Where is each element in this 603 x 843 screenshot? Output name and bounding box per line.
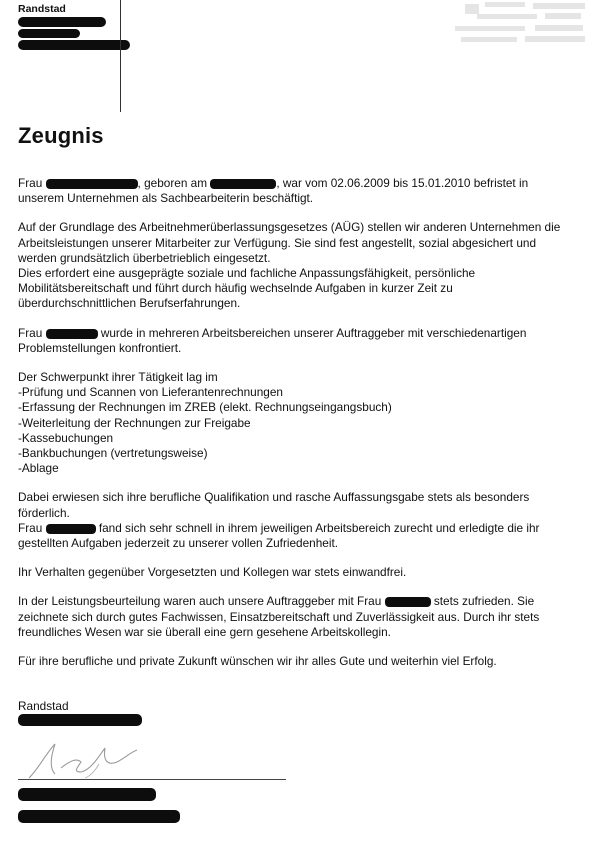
text-line: Dabei erwiesen sich ihre berufliche Qualifikation und rasche Auffassungsgabe stets als besonders <box>18 490 530 505</box>
signature-line <box>18 779 286 780</box>
text-fragment: Frau <box>18 520 46 535</box>
redacted-signatory-title <box>18 810 180 823</box>
list-item: -Weiterleitung der Rechnungen zur Freigabe <box>18 415 251 430</box>
document-title: Zeugnis <box>18 123 104 148</box>
text-line: gestellten Aufgaben jederzeit zu unserer vollen Zufriedenheit. <box>18 536 339 551</box>
text-fragment: In der Leistungsbeurteilung waren auch unsere Auftraggeber mit Frau <box>18 594 385 609</box>
signature-company: Randstad <box>18 699 69 713</box>
text-line: Dies erfordert eine ausgeprägte soziale und fachliche Anpassungsfähigkeit, persönliche <box>18 266 476 281</box>
list-item: -Bankbuchungen (vertretungsweise) <box>18 446 208 461</box>
redacted-birthdate <box>210 179 276 189</box>
paragraph-employment <box>18 176 593 206</box>
text-line: förderlich. <box>18 505 70 520</box>
list-item: Der Schwerpunkt ihrer Tätigkeit lag im <box>18 370 218 385</box>
paragraph-company-intro <box>18 220 593 311</box>
redacted-address-line-2 <box>18 29 80 38</box>
list-item: -Ablage <box>18 461 59 476</box>
redacted-name <box>46 524 96 534</box>
paragraph-closing <box>18 654 593 669</box>
redacted-name <box>46 179 138 189</box>
list-item: -Prüfung und Scannen von Lieferantenrechnungen <box>18 385 283 400</box>
text-line <box>18 521 593 536</box>
text-line: überdurchschnittlichen Berufserfahrungen. <box>18 296 241 311</box>
handwritten-signature <box>25 738 145 782</box>
text-line: Mobilitätsbereitschaft und führt durch häufig wechselnde Aufgaben in kurzer Zeit zu <box>18 281 453 296</box>
text-fragment: stets zufrieden. Sie <box>430 594 535 609</box>
text-line <box>18 326 593 341</box>
company-name: Randstad <box>18 3 66 15</box>
list-item: -Erfassung der Rechnungen im ZREB (elekt. Rechnungseingangsbuch) <box>18 400 392 415</box>
redacted-signatory-name <box>18 788 156 801</box>
text-line: Ihr Verhalten gegenüber Vorgesetzten und Kollegen war stets einwandfrei. <box>18 565 407 580</box>
redacted-name <box>385 597 431 607</box>
text-fragment: Frau <box>18 325 46 340</box>
list-item: -Kassebuchungen <box>18 430 114 445</box>
paragraph-performance <box>18 490 593 551</box>
text-line: Problemstellungen konfrontiert. <box>18 340 182 355</box>
redacted-address-line-3 <box>18 40 130 50</box>
text-line: freundliches Wesen war sie überall eine gern gesehene Arbeitskollegin. <box>18 624 391 639</box>
text-fragment: wurde in mehreren Arbeitsbereichen unserer Auftraggeber mit verschiedenartigen <box>97 325 527 340</box>
redacted-signature-location <box>18 714 142 726</box>
paragraph-client-feedback <box>18 594 593 640</box>
redacted-address-line-1 <box>18 17 106 27</box>
text-fragment: fand sich sehr schnell in ihrem jeweiligen Arbeitsbereich zurecht und erledigte die ihr <box>95 520 540 535</box>
text-line <box>18 176 593 191</box>
text-line: Für ihre berufliche und private Zukunft wünschen wir ihr alles Gute und weiterhin viel Erfolg. <box>18 654 497 669</box>
paragraph-assignments <box>18 326 593 356</box>
text-line: Auf der Grundlage des Arbeitnehmerüberlassungsgesetzes (AÜG) stellen wir anderen Unternehmen die <box>18 220 561 235</box>
text-fragment: Frau <box>18 176 46 190</box>
text-line: Arbeitsleistungen unserer Mitarbeiter zur Verfügung. Sie sind fest angestellt, sozial abgesichert und <box>18 235 537 250</box>
text-fragment: , war vom 02.06.2009 bis 15.01.2010 befristet in <box>276 176 529 190</box>
paragraph-conduct <box>18 565 593 580</box>
text-fragment: , geboren am <box>137 176 211 190</box>
fold-line <box>120 0 121 112</box>
paragraph-task-list <box>18 370 593 476</box>
text-line: unserem Unternehmen als Sachbearbeiterin beschäftigt. <box>18 191 314 206</box>
text-line <box>18 594 593 609</box>
text-line: werden grundsätzlich überbetrieblich eingesetzt. <box>18 250 271 265</box>
text-line: zeichnete sich durch gutes Fachwissen, Einsatzbereitschaft und Zuverlässigkeit aus. Durch ihr stets <box>18 609 540 624</box>
document-body <box>18 176 593 683</box>
redacted-name <box>46 329 98 339</box>
faded-letterhead <box>455 0 595 46</box>
